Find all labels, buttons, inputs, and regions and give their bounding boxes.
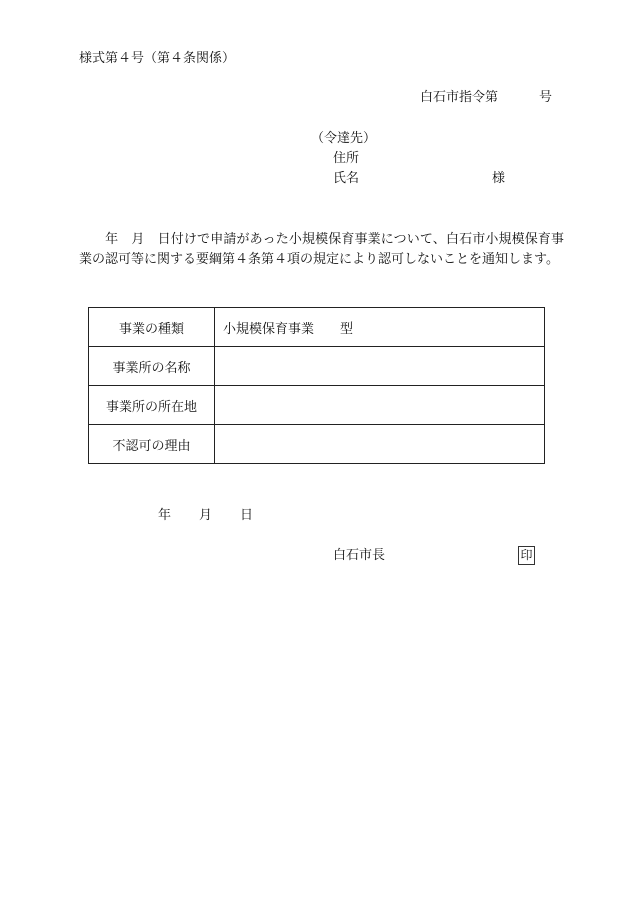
form-number: 様式第４号（第４条関係） [79, 51, 236, 66]
business-type-suffix: 型 [340, 321, 354, 337]
date-day: 日 [240, 508, 254, 523]
name-label: 氏名 [333, 171, 360, 186]
honorific: 様 [492, 171, 506, 186]
document-number-suffix: 号 [539, 90, 553, 105]
facility-name-label: 事業所の名称 [89, 347, 215, 386]
table-row-rejection-reason [89, 425, 545, 464]
rejection-reason-value [215, 425, 545, 464]
business-type-value [215, 308, 545, 347]
notice-body-text: 年 月 日付けで申請があった小規模保育事業について、白石市小規模保育事業の認可等に関する要綱第４条第４項の規定により認可しないことを通知します。 [79, 232, 564, 267]
document-number-prefix: 白石市指令第 [420, 90, 499, 105]
facility-address-label: 事業所の所在地 [89, 386, 215, 425]
table-row-facility-name [89, 347, 545, 386]
business-type-label: 事業の種類 [89, 308, 215, 347]
info-table [88, 307, 545, 464]
rejection-reason-label: 不認可の理由 [89, 425, 215, 464]
address-label: 住所 [333, 151, 360, 166]
recipient-heading: （令達先） [311, 131, 377, 146]
date-line [158, 509, 253, 522]
table-row-facility-address [89, 386, 545, 425]
notice-body [79, 230, 564, 270]
date-year: 年 [158, 508, 172, 523]
date-month: 月 [199, 508, 213, 523]
facility-address-value [215, 386, 545, 425]
table-row-business-type [89, 308, 545, 347]
mayor-label: 白石市長 [333, 548, 386, 563]
business-type-text: 小規模保育事業 [223, 321, 315, 337]
facility-name-value [215, 347, 545, 386]
seal-mark: 印 [518, 546, 535, 565]
